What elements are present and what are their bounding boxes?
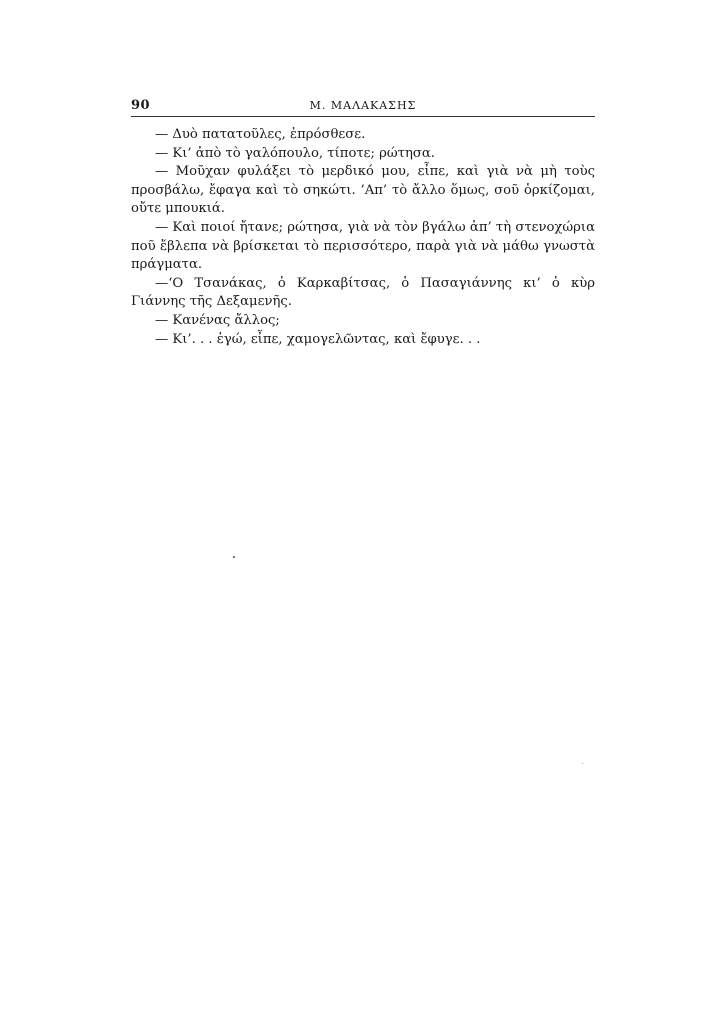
paragraph: — Δυὸ πατατοῦλες, ἐπρόσθεσε. [155, 127, 366, 142]
running-title: Μ. ΜΑΛΑΚΑΣΗΣ [309, 99, 417, 112]
body-text [131, 126, 595, 349]
paragraph: —‘Ο Τσανάκας, ὁ Καρκαβίτσας, ὁ Πασαγιάννης κι’ ὁ κὺρ Γιάννης τῆς Δεξαμενῆς. [131, 275, 595, 310]
header-rule [131, 116, 595, 117]
paragraph: — Μοῦχαν φυλάξει τὸ μερδικό μου, εἶπε, καὶ γιὰ νὰ μὴ τοὺς προσβάλω, ἔφαγα καὶ τὸ σηκώτι. ’Απ’ τὸ ἄλλο ὅμως, σοῦ ὁρκίζομαι, οὔτε μπουκιά. [131, 164, 595, 217]
paragraph: — Κι’ ἀπὸ τὸ γαλόπουλο, τίποτε; ρώτησα. [155, 145, 435, 161]
scan-speck [233, 556, 235, 558]
paragraph: — Κανένας ἄλλος; [155, 312, 280, 328]
page-number: 90 [131, 98, 151, 113]
paragraph: — Κι’. . . ἐγώ, εἶπε, χαμογελῶντας, καὶ ἔφυγε. . . [155, 331, 481, 347]
scan-speck [582, 763, 583, 764]
running-head [131, 98, 595, 116]
paragraph: — Καὶ ποιοί ἤτανε; ρώτησα, γιὰ νὰ τὸν βγάλω ἀπ’ τὴ στενοχώρια ποῦ ἔβλεπα νὰ βρίσκεται τὸ περισσότερο, παρὰ γιὰ νὰ μάθω γνωστὰ πράγματα. [131, 219, 595, 273]
